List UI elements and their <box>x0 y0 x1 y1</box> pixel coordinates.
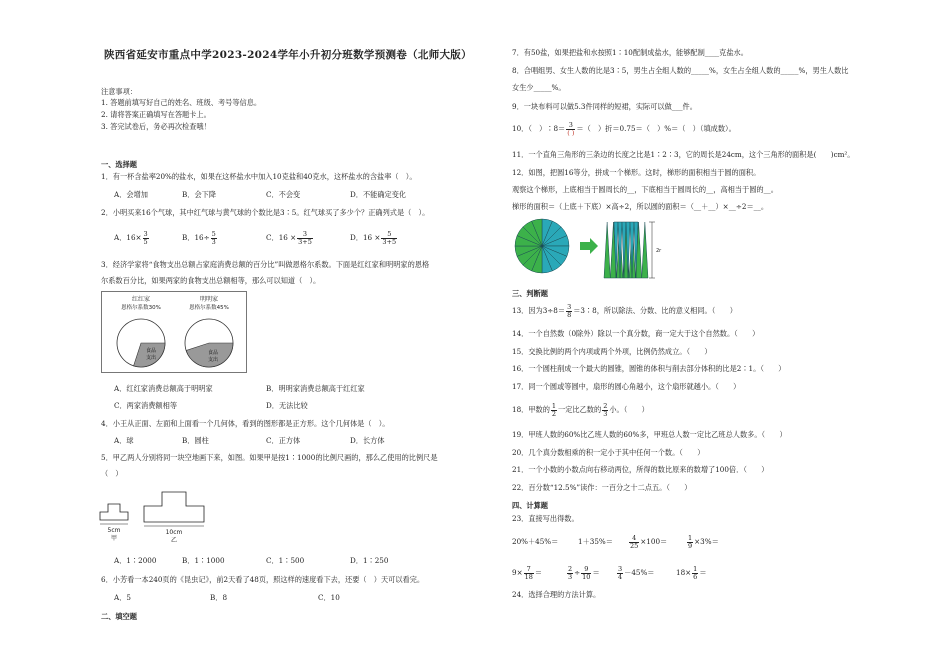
q5-option-d: D．1∶250 <box>350 556 389 565</box>
q20: 20．几个真分数相乘的积一定小于其中任何一个数。（ ） <box>512 448 705 457</box>
q5-stem-line2: （ ） <box>101 469 123 478</box>
note-item: 1. 答题前填写好自己的姓名、班级、考号等信息。 <box>101 98 262 107</box>
trapezoid-of-sectors <box>604 222 648 278</box>
page-title: 陕西省延安市重点中学2023-2024学年小升初分班数学预测卷（北师大版） <box>104 49 472 61</box>
q4-option-b: B．圆柱 <box>182 436 209 445</box>
q13: 13．因为3÷8＝ $\frac{3}{8}$ ＝3∶8，所以除法、分数、比的意义相同。（ ） <box>512 302 737 319</box>
figure-jia-name: 甲 <box>110 535 118 542</box>
q3-stem-line2: 尔系数百分比，如果两家的食物支出总额相等，那么可以知道（ ）。 <box>101 276 321 285</box>
q22: 22．百分数“12.5%”读作：一百分之十二点五。（ ） <box>512 483 692 492</box>
q11: 11．一个直角三角形的三条边的长度之比是1∶2∶3，它的周长是24cm，这个三角形的面积是( )cm²。 <box>512 150 855 159</box>
trapezoid-sector <box>642 222 648 278</box>
height-label: 2r <box>656 248 662 254</box>
q1-stem: 1．有一杯含盐率20%的盐水，如果在这杯盐水中加入10克盐和40克水，这杯盐水的含盐率（ ）。 <box>101 172 417 181</box>
q5-option-b: B．1∶1000 <box>182 556 225 565</box>
left-chart-subtitle: 恩格尔系数30% <box>121 305 161 311</box>
q23-item: 18× $\frac{1}{6}$ ＝ <box>676 564 707 581</box>
left-slice-label: 食品 <box>145 348 157 354</box>
q17: 17．同一个圆或等圆中，扇形的圆心角越小，这个扇形就越小。（ ） <box>512 382 741 391</box>
q5-option-c: C．1∶500 <box>266 556 305 565</box>
q9: 9．一块布料可以做5.3件同样的短裙，实际可以做___件。 <box>512 102 697 111</box>
arrow-icon <box>580 238 598 254</box>
trapezoid-sector <box>604 222 610 278</box>
q5-stem-line1: 5．甲乙两人分别将同一块空地画下来，如图。如果甲是按1∶1000的比例尺画的，那么乙使用的比例尺是 <box>101 453 438 462</box>
q3-option-b: B．明明家消费总额高于红红家 <box>266 384 365 393</box>
q3-stem-line1: 3．经济学家将“食物支出总额占家庭消费总额的百分比”叫做恩格尔系数。下面是红红家和明明家的恩格 <box>101 260 430 269</box>
q2-option-c: C．16 × $\frac{3}{3+5}$ <box>266 229 312 246</box>
left-chart-title: 红红家 <box>131 296 151 303</box>
q5-option-a: A．1∶2000 <box>114 556 157 565</box>
q12-line3: 梯形的面积＝（上底＋下底）×高÷2，所以圆的面积＝（__＋__）×__÷2＝__。 <box>512 202 769 211</box>
q10: 10．（ ）∶8＝ $\frac{3}{( )}$ ＝（ ）折＝0.75＝（ ）%＝（ ）（填成数）。 <box>512 120 736 137</box>
q12-circle-to-trapezoid-figure <box>512 216 662 284</box>
right-slice-label: 食品 <box>207 350 219 356</box>
q6-option-b: B．8 <box>210 593 228 602</box>
q24: 24．选择合理的方法计算。 <box>512 590 601 599</box>
figure-yi <box>144 492 204 522</box>
q23-stem: 23．直接写出得数。 <box>512 514 579 523</box>
q18: 18．甲数的 $\frac{1}{2}$ 一定比乙数的 $\frac{2}{3}$ 小。（ ） <box>512 401 649 418</box>
q12-line2: 观察这个梯形，上底相当于圆周长的__，下底相当于圆周长的__，高相当于圆的__。 <box>512 185 778 194</box>
q4-option-c: C．正方体 <box>266 436 301 445</box>
q23-item: $\frac{1}{9}$ ×3%＝ <box>688 533 719 550</box>
q1-option-a: A．会增加 <box>114 190 148 199</box>
figure-jia-dim: 5cm <box>107 527 121 534</box>
q12-line1: 12．如图，把圆16等分，拼成一个梯形。这时，梯形的面积相当于圆的面积。 <box>512 168 761 177</box>
q1-option-c: C．不会变 <box>266 190 301 199</box>
q4-stem: 4．小王从正面、左面和上面看一个几何体，看到的图形都是正方形。这个几何体是（ ）。 <box>101 419 390 428</box>
q1-option-d: D．不能确定变化 <box>350 190 407 199</box>
q6-option-a: A．5 <box>114 593 131 602</box>
section-fill: 二、填空题 <box>101 612 137 621</box>
q6-option-c: C．10 <box>318 593 340 602</box>
q1-option-b: B．会下降 <box>182 190 217 199</box>
note-item: 2. 请将答案正确填写在答题卡上。 <box>101 110 211 119</box>
q21: 21．一个小数的小数点向右移动两位，所得的数比原来的数增了100倍．（ ） <box>512 465 769 474</box>
sectored-circle <box>515 219 569 273</box>
q23-item: $\frac{4}{25}$ ×100＝ <box>630 533 668 550</box>
figure-yi-dim: 10cm <box>165 529 183 536</box>
section-choice: 一、选择题 <box>101 160 137 169</box>
q23-item: $\frac{3}{4}$ －45%＝ <box>618 564 655 581</box>
q3-option-d: D．无法比较 <box>266 401 308 410</box>
q16: 16．一个圆柱削成一个最大的圆锥，圆锥的体积与削去部分体积的比是2∶1。（ ） <box>512 364 786 373</box>
q3-option-a: A．红红家消费总额高于明明家 <box>114 384 213 393</box>
q3-option-c: C．两家消费额相等 <box>114 401 178 410</box>
q8-line1: 8．合唱组男、女生人数的比是3∶5，男生占全组人数的_____%，女生占全组人数的_____%，男生人数比 <box>512 66 849 75</box>
right-slice-label: 支出 <box>207 357 219 363</box>
q23-item: 9× $\frac{7}{18}$ ＝ <box>512 564 543 581</box>
figure-jia <box>100 504 128 520</box>
q2-option-a: A．16× $\frac{3}{5}$ <box>114 229 148 246</box>
q19: 19．甲班人数的60%比乙班人数的60%多，甲班总人数一定比乙班总人数多。（ ） <box>512 430 787 439</box>
right-chart-title: 明明家 <box>199 296 219 303</box>
q15: 15．交换比例的两个内项或两个外项，比例仍然成立。（ ） <box>512 347 712 356</box>
q23-item: $\frac{2}{3}$ ÷ $\frac{9}{10}$ ＝ <box>568 564 600 581</box>
left-slice-label: 支出 <box>145 355 157 361</box>
q4-option-a: A．球 <box>114 436 134 445</box>
section-calc: 四、计算题 <box>512 501 548 510</box>
q2-stem: 2．小明买来16个气球，其中红气球与黄气球的个数比是3∶5。红气球买了多少个？正确列式是（ ）。 <box>101 208 430 217</box>
q2-option-d: D．16 × $\frac{5}{3+5}$ <box>350 229 397 246</box>
right-chart-subtitle: 恩格尔系数45% <box>189 305 229 311</box>
q5-figure <box>96 486 266 548</box>
q14: 14．一个自然数（0除外）除以一个真分数，商一定大于这个自然数。（ ） <box>512 329 760 338</box>
note-item: 3. 答完试卷后，务必再次检查哦！ <box>101 122 211 131</box>
q3-pie-charts <box>101 291 247 373</box>
section-judge: 三、判断题 <box>512 289 548 298</box>
figure-yi-name: 乙 <box>170 537 178 544</box>
q2-option-b: B．16÷ $\frac{5}{3}$ <box>182 229 216 246</box>
q6-stem: 6．小芳看一本240页的《昆虫记》，前2天看了48页，照这样的速度看下去，还要（ ）天可以看完。 <box>101 575 425 584</box>
q23-item: 1＋35%＝ <box>578 537 613 546</box>
q7: 7．有50盐，如果把盐和水按照1∶10配制成盐水，能够配制____克盐水。 <box>512 48 748 57</box>
q23-item: 20%＋45%＝ <box>512 537 559 546</box>
q8-line2: 女生少_____%。 <box>512 83 566 92</box>
notes-header: 注意事项： <box>101 87 137 96</box>
q4-option-d: D．长方体 <box>350 436 385 445</box>
